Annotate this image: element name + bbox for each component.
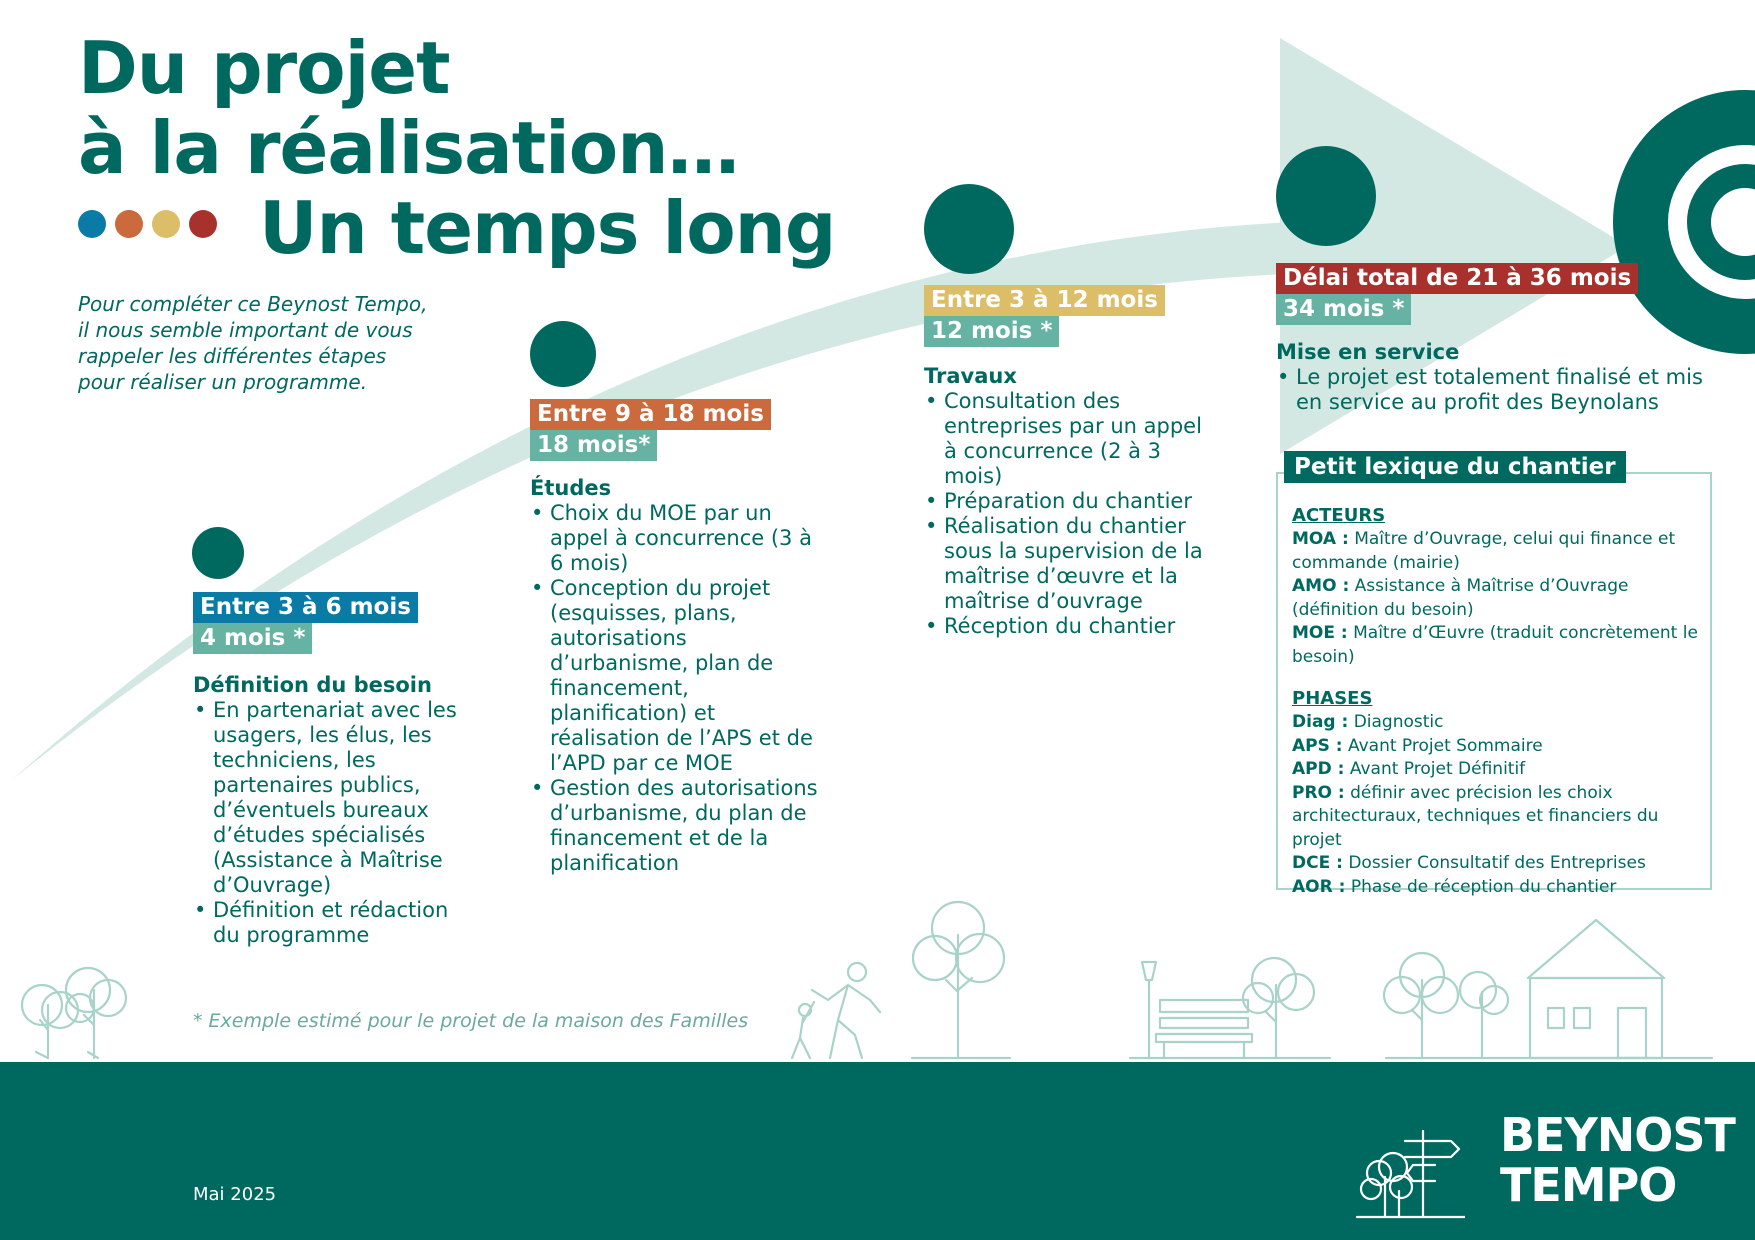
stage-heading: Mise en service xyxy=(1276,340,1460,364)
list-item: • En partenariat avec les usagers, les élus, les techniciens, les partenaires publics, d’éventuels bureaux d’études spécialisés (Assistance à Maîtrise d’Ouvrage) xyxy=(193,698,473,898)
stage-3 xyxy=(924,285,1204,639)
list-item: • Choix du MOE par un appel à concurrence (3 à 6 mois) xyxy=(530,501,830,576)
stage-range-badge: Entre 9 à 18 mois xyxy=(530,399,771,430)
lexicon-entry: DCE : Dossier Consultatif des Entreprises xyxy=(1292,853,1646,873)
list-item: • Consultation des entreprises par un appel à concurrence (2 à 3 mois) xyxy=(924,389,1204,489)
lexicon-box xyxy=(1276,472,1712,897)
brand-logo-line-1: BEYNOST xyxy=(1500,1108,1735,1162)
lexicon-entry: APD : Avant Projet Définitif xyxy=(1292,759,1526,779)
stage-4 xyxy=(1276,263,1716,415)
list-item: • Le projet est totalement finalisé et mis en service au profit des Beynolans xyxy=(1276,365,1706,415)
list-item: • Réalisation du chantier sous la supervision de la maîtrise d’œuvre et la maîtrise d’ouvrage xyxy=(924,514,1204,614)
stage-heading: Études xyxy=(530,476,612,500)
stage-3-dot-icon xyxy=(924,184,1014,274)
stage-range-badge: Entre 3 à 12 mois xyxy=(924,285,1165,316)
stage-bullets xyxy=(530,501,830,876)
footer xyxy=(0,1062,1755,1240)
stage-estimate-badge: 18 mois* xyxy=(530,430,657,461)
stage-1-dot-icon xyxy=(192,527,244,579)
brand-logo-line-2: TEMPO xyxy=(1500,1158,1677,1212)
stage-range-badge: Entre 3 à 6 mois xyxy=(193,592,418,623)
signpost-logo-icon xyxy=(1355,1117,1465,1227)
list-item: • Préparation du chantier xyxy=(924,489,1204,514)
lexicon-entry: PRO : définir avec précision les choix architecturaux, techniques et financiers du projet xyxy=(1292,782,1659,850)
list-item: • Conception du projet (esquisses, plans, autorisations d’urbanisme, plan de financement, planification) et réalisation de l’APS et de l’APD par ce MOE xyxy=(530,576,830,776)
list-item: • Gestion des autorisations d’urbanisme, du plan de financement et de la planification xyxy=(530,776,830,876)
stage-heading: Travaux xyxy=(924,364,1017,388)
stage-range-badge: Délai total de 21 à 36 mois xyxy=(1276,263,1638,294)
stage-heading: Définition du besoin xyxy=(193,673,432,697)
orange-dot-icon xyxy=(115,210,143,238)
blue-dot-icon xyxy=(78,210,106,238)
stage-1 xyxy=(193,592,473,948)
title-line-1: Du projet xyxy=(78,26,450,110)
stage-bullets xyxy=(1276,365,1706,415)
lexicon-phases-heading: PHASES xyxy=(1292,688,1373,709)
footnote: * Exemple estimé pour le projet de la maison des Familles xyxy=(193,1010,749,1032)
stage-4-dot-icon xyxy=(1276,146,1376,246)
lexicon-actors-heading: ACTEURS xyxy=(1292,505,1386,526)
lexicon-title: Petit lexique du chantier xyxy=(1284,451,1626,483)
title-line-3: Un temps long xyxy=(259,186,836,270)
lexicon-entry: AOR : Phase de réception du chantier xyxy=(1292,876,1617,897)
list-item: • Réception du chantier xyxy=(924,614,1204,639)
publication-date: Mai 2025 xyxy=(193,1184,277,1205)
lexicon-entry: MOE : Maître d’Œuvre (traduit concrètement le besoin) xyxy=(1292,623,1698,667)
list-item: • Définition et rédaction du programme xyxy=(193,898,473,948)
stage-estimate-badge: 12 mois * xyxy=(924,316,1059,347)
intro-text: Pour compléter ce Beynost Tempo, il nous semble important de vous rappeler les différentes étapes pour réaliser un programme. xyxy=(78,292,428,394)
brand-logo xyxy=(1500,1110,1735,1210)
red-dot-icon xyxy=(189,210,217,238)
stage-bullets xyxy=(924,389,1204,639)
lexicon-entry: MOA : Maître d’Ouvrage, celui qui finance et commande (mairie) xyxy=(1292,529,1676,573)
title-line-2: à la réalisation… xyxy=(78,106,739,190)
stage-estimate-badge: 34 mois * xyxy=(1276,294,1411,325)
stage-2-dot-icon xyxy=(530,321,596,387)
lexicon-entry: Diag : Diagnostic xyxy=(1292,712,1444,732)
stage-2 xyxy=(530,399,830,876)
stage-estimate-badge: 4 mois * xyxy=(193,623,312,654)
yellow-dot-icon xyxy=(152,210,180,238)
stage-bullets xyxy=(193,698,473,948)
lexicon-entry: APS : Avant Projet Sommaire xyxy=(1292,735,1543,756)
lexicon-entry: AMO : Assistance à Maîtrise d’Ouvrage (définition du besoin) xyxy=(1292,576,1629,620)
